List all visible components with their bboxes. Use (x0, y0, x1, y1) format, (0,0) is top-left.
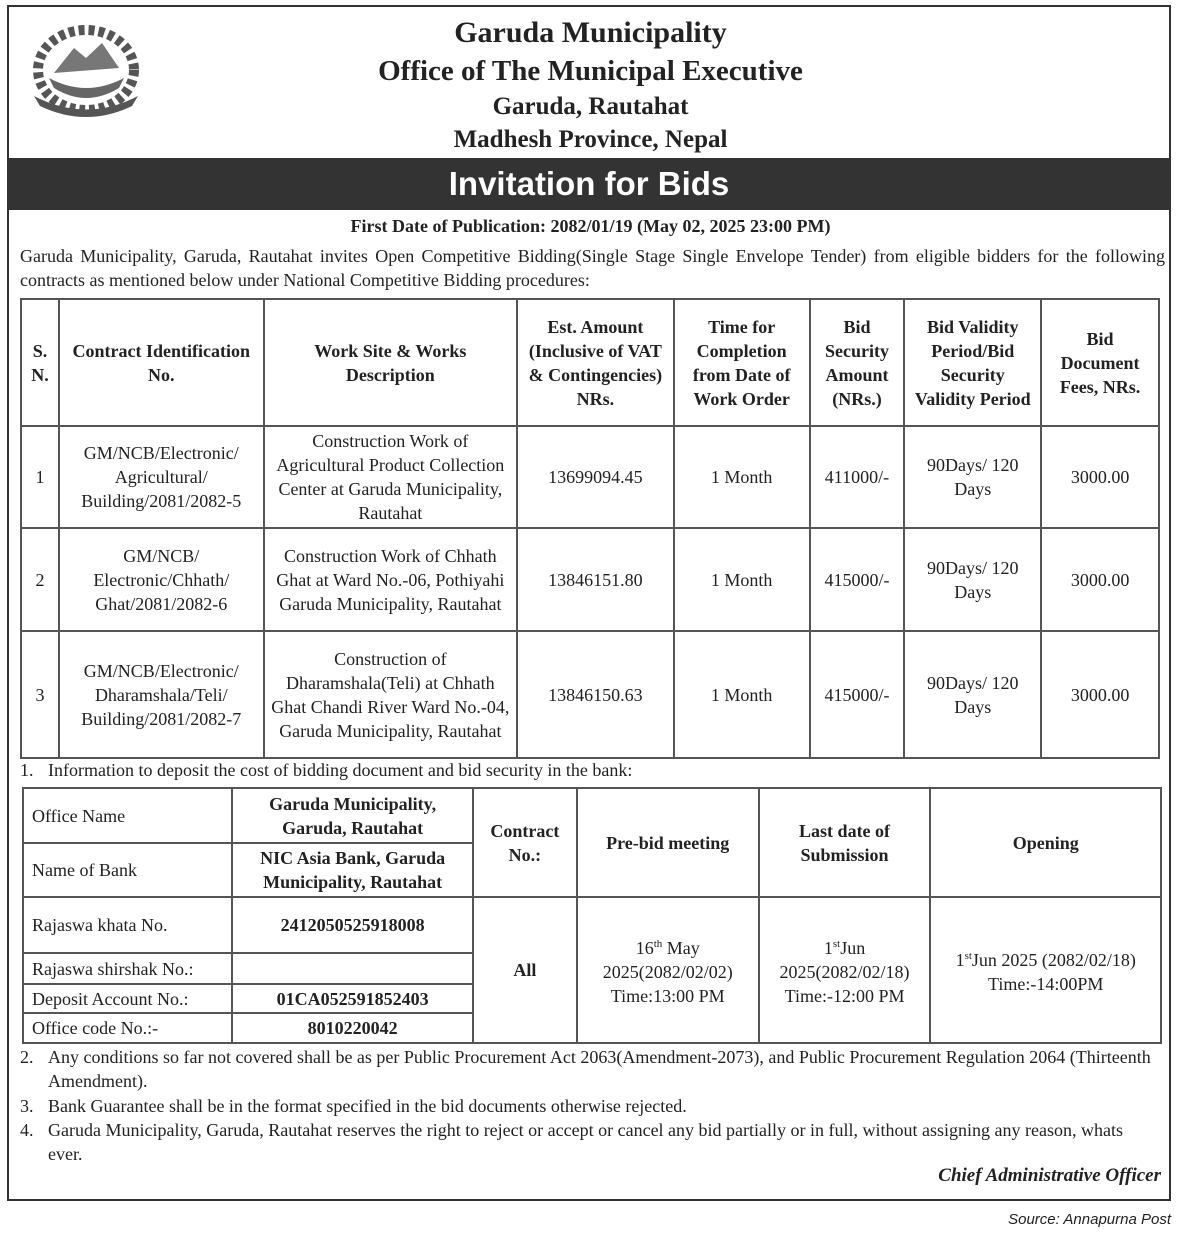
cell: 13699094.45 (517, 426, 674, 528)
office-code-label: Office code No.:- (23, 1013, 232, 1043)
signature-title: Chief Administrative Officer (938, 1165, 1161, 1186)
cell: 415000/- (810, 528, 905, 631)
cell: 13846150.63 (517, 631, 674, 758)
col-header: Bid Validity Period/Bid Security Validity Period (904, 299, 1041, 426)
cell: Construction Work of Chhath Ghat at Ward No.-06, Pothiyahi Garuda Municipality, Rautahat (264, 528, 517, 631)
table-row (21, 426, 1159, 528)
cell: 415000/- (810, 631, 905, 758)
note-number: 1. (20, 760, 34, 780)
notice-title: Invitation for Bids (7, 158, 1171, 210)
bank-name-value: NIC Asia Bank, Garuda Municipality, Rautahat (260, 848, 446, 892)
publication-date (0, 216, 1181, 237)
prebid-header: Pre-bid meeting (577, 788, 759, 897)
cell: 2 (21, 528, 59, 631)
note-number: 2. (20, 1047, 34, 1067)
cell: 13846151.80 (517, 528, 674, 631)
opening-header: Opening (930, 788, 1161, 897)
table-header-row (21, 299, 1159, 426)
cell: 1 Month (674, 528, 810, 631)
submission-header: Last date of Submission (759, 788, 931, 897)
office-location: Garuda, Rautahat (492, 93, 689, 120)
note-2 (20, 1045, 1162, 1093)
cell: 90Days/ 120 Days (904, 631, 1041, 758)
note-number: 4. (20, 1120, 34, 1140)
deposit-account-label: Deposit Account No.: (23, 984, 232, 1013)
note-4 (20, 1118, 1162, 1166)
contracts-table (20, 298, 1160, 759)
contract-no-value: All (473, 897, 577, 1043)
cell: 90Days/ 120 Days (904, 426, 1041, 528)
opening-value: 1stJun 2025 (2082/02/18) Time:-14:00PM (930, 897, 1161, 1043)
khata-value: 2412050525918008 (280, 915, 425, 935)
table-row (21, 528, 1159, 631)
cell: 3000.00 (1041, 528, 1159, 631)
note-text: Garuda Municipality, Garuda, Rautahat reserves the right to reject or accept or cancel any bid partially or in full, without assigning any reason, whats ever. (48, 1120, 1123, 1164)
province: Madhesh Province, Nepal (453, 126, 728, 153)
shirshak-value (232, 953, 473, 984)
cell: 90Days/ 120 Days (904, 528, 1041, 631)
col-header: Work Site & Works Description (264, 299, 517, 426)
col-header: S. N. (21, 299, 59, 426)
intro-paragraph: Garuda Municipality, Garuda, Rautahat invites Open Competitive Bidding(Single Stage Single Envelope Tender) from eligible bidders for the following contracts as mentioned below under National Competitive Bidding procedures: (20, 246, 1165, 290)
note-number: 3. (20, 1096, 34, 1116)
prebid-value: 16th May 2025(2082/02/02) Time:13:00 PM (577, 897, 759, 1043)
note-3 (20, 1094, 1162, 1118)
publication-value: : 2082/01/19 (May 02, 2025 23:00 PM) (540, 216, 831, 236)
bank-info-table (22, 787, 1162, 1044)
office-header (0, 14, 1181, 156)
cell: 1 (21, 426, 59, 528)
col-header: Bid Security Amount (NRs.) (810, 299, 905, 426)
cell: GM/NCB/ Electronic/Chhath/ Ghat/2081/2082-6 (59, 528, 264, 631)
office-name: Office of The Municipal Executive (378, 55, 803, 87)
contract-no-header: Contract No.: (473, 788, 577, 897)
source-credit: Source: Annapurna Post (1008, 1211, 1171, 1228)
cell: GM/NCB/Electronic/ Dharamshala/Teli/ Building/2081/2082-7 (59, 631, 264, 758)
note-text: Any conditions so far not covered shall be as per Public Procurement Act 2063(Amendment-2073), and Public Procurement Regulation 2064 (Thirteenth Amendment). (48, 1047, 1151, 1091)
bank-name-label: Name of Bank (23, 843, 232, 897)
office-name-label: Office Name (23, 788, 232, 843)
khata-label: Rajaswa khata No. (23, 897, 232, 953)
cell: 1 Month (674, 426, 810, 528)
col-header: Contract Identification No. (59, 299, 264, 426)
office-code-value: 8010220042 (307, 1018, 398, 1038)
cell: Construction of Dharamshala(Teli) at Chhath Ghat Chandi River Ward No.-04, Garuda Municipality, Rautahat (264, 631, 517, 758)
table-row (21, 631, 1159, 758)
cell: 3000.00 (1041, 631, 1159, 758)
note-text: Information to deposit the cost of bidding document and bid security in the bank: (48, 760, 633, 780)
cell: 411000/- (810, 426, 905, 528)
cell: 1 Month (674, 631, 810, 758)
col-header: Est. Amount (Inclusive of VAT & Contingencies) NRs. (517, 299, 674, 426)
cell: 3 (21, 631, 59, 758)
office-name-value: Garuda Municipality, Garuda, Rautahat (269, 793, 437, 838)
shirshak-label: Rajaswa shirshak No.: (23, 953, 232, 984)
cell: Construction Work of Agricultural Product Collection Center at Garuda Municipality, Rautahat (264, 426, 517, 528)
deposit-account-value: 01CA052591852403 (276, 988, 429, 1009)
col-header: Bid Document Fees, NRs. (1041, 299, 1159, 426)
cell: 3000.00 (1041, 426, 1159, 528)
note-text: Bank Guarantee shall be in the format specified in the bid documents otherwise rejected. (48, 1096, 687, 1116)
note-1 (20, 758, 1162, 782)
col-header: Time for Completion from Date of Work Order (674, 299, 810, 426)
submission-value: 1stJun 2025(2082/02/18) Time:-12:00 PM (759, 897, 931, 1043)
publication-label: First Date of Publication (350, 216, 541, 236)
cell: GM/NCB/Electronic/ Agricultural/ Building/2081/2082-5 (59, 426, 264, 528)
municipality-name: Garuda Municipality (454, 16, 727, 49)
